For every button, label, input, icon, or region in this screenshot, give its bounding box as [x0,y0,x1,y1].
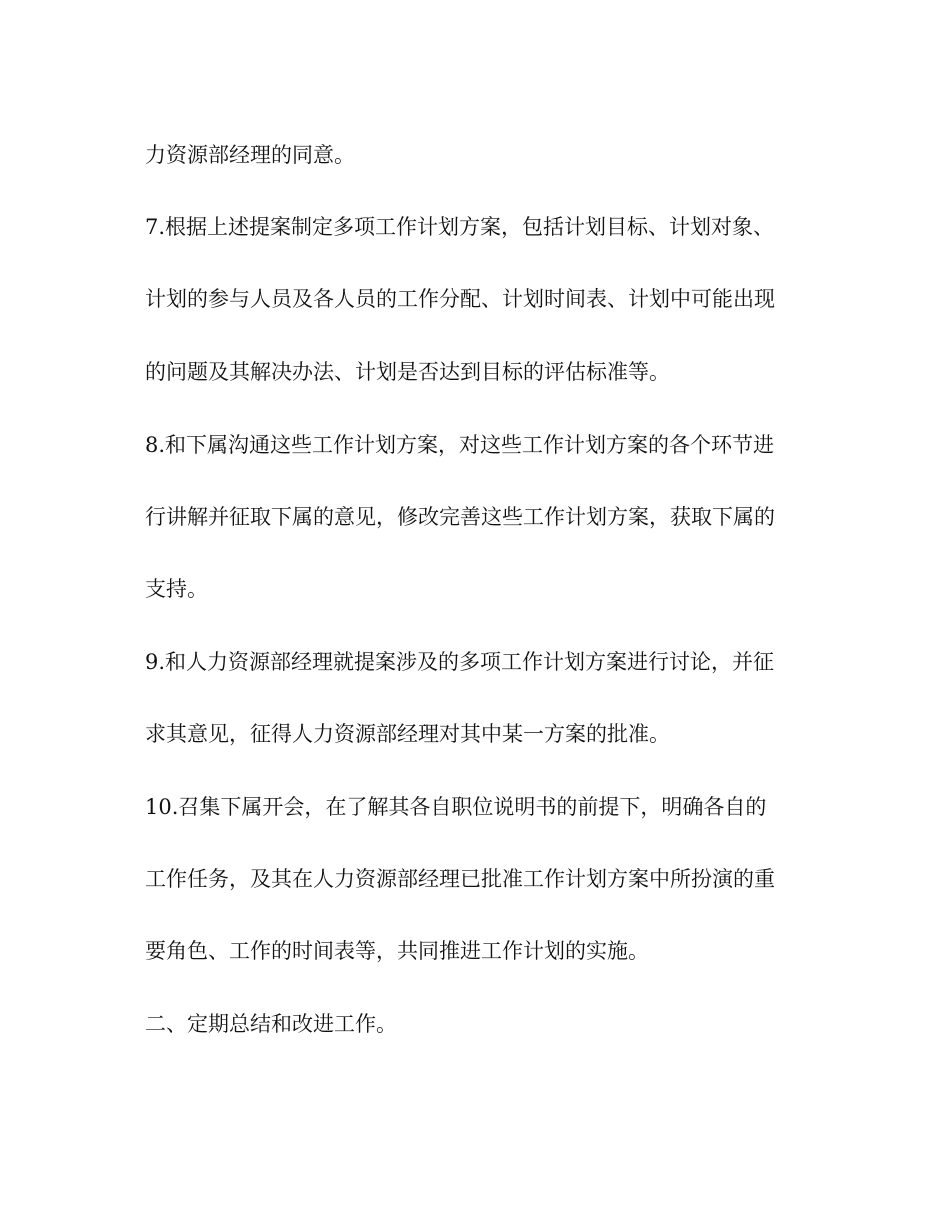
text-line: 8.和下属沟通这些工作计划方案，对这些工作计划方案的各个环节进 [145,433,775,457]
text-line: 10.召集下属开会，在了解其各自职位说明书的前提下，明确各自的 [145,795,767,819]
text-line: 的问题及其解决办法、计划是否达到目标的评估标准等。 [145,360,670,384]
text-line: 7.根据上述提案制定多项工作计划方案，包括计划目标、计划对象、 [145,215,775,239]
text-line: 计划的参与人员及各人员的工作分配、计划时间表、计划中可能出现 [145,287,775,311]
text-line: 支持。 [145,577,208,601]
text-line: 行讲解并征取下属的意见，修改完善这些工作计划方案，获取下属的 [145,505,775,529]
text-line: 要角色、工作的时间表等，共同推进工作计划的实施。 [145,939,649,963]
text-line: 力资源部经理的同意。 [145,143,355,167]
text-line: 9.和人力资源部经理就提案涉及的多项工作计划方案进行讨论，并征 [145,650,775,674]
text-line: 求其意见，征得人力资源部经理对其中某一方案的批准。 [145,722,670,746]
text-line: 工作任务，及其在人力资源部经理已批准工作计划方案中所扮演的重 [145,867,775,891]
text-line: 二、定期总结和改进工作。 [145,1012,397,1036]
